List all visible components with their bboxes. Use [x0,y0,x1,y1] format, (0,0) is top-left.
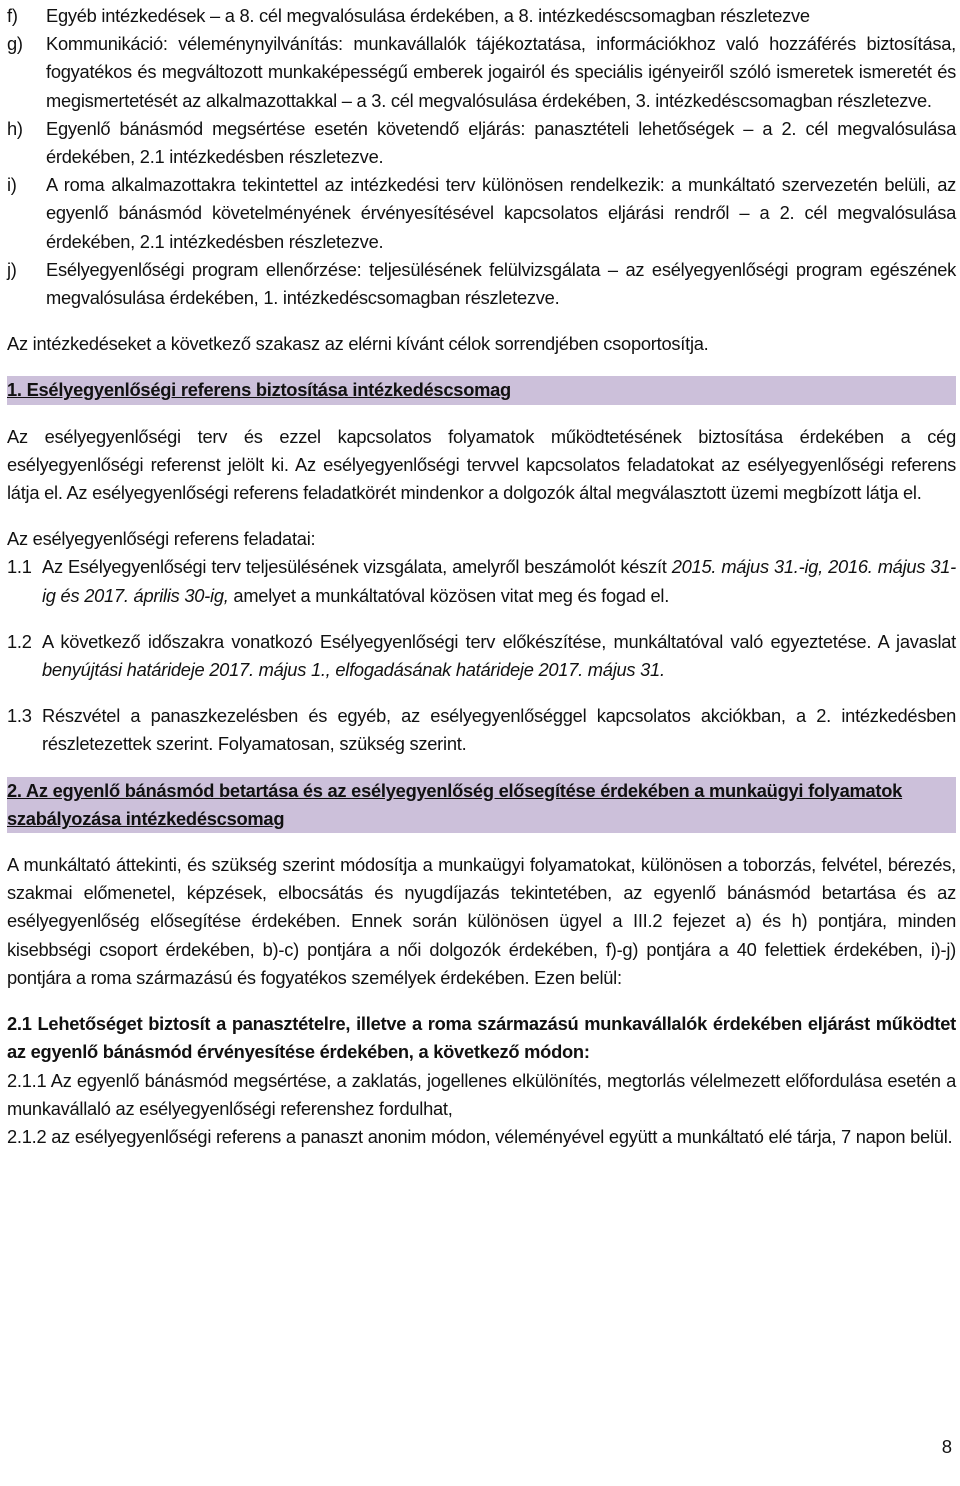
list-item-text: Esélyegyenlőségi program ellenőrzése: teljesülésének felülvizsgálata – az esélyegyenlőségi program egészének megvalósulása érdekében, 1. intézkedéscsomagban részletezve. [46,258,956,309]
task-number: 1.2 [7,630,32,652]
list-item-text: Kommunikáció: véleménynyilvánítás: munkavállalók tájékoztatása, információkhoz való hozzáférés biztosítása, fogyatékos és megváltozott munkaképességű emberek jogairól és speciális igényeiről szóló ismeretek ismeretét és megismertetését az alkalmazottakkal – a 3. cél megvalósulása érdekében, 3. intézkedéscsomagban részletezve. [46,33,956,111]
task-text-end: amelyet a munkáltatóval közösen vitat meg és fogad el. [228,584,670,606]
list-item-f [7,2,956,30]
list-marker: h) [7,117,23,139]
list-item-text: A roma alkalmazottakra tekintettel az intézkedési terv különösen rendelkezik: a munkáltató szervezetén belüli, az egyenlő bánásmód követelményének érvényesítésével kapcsolatos eljárási rendről – a 2. cél megvalósulása érdekében, 2.1 intézkedésben részletezve. [46,174,956,252]
task-deadlines: 2015. május 31.-ig, 2016. május 31-ig és 2017. április 30-ig, [42,556,956,606]
section-2-paragraph: A munkáltató áttekinti, és szükség szerint módosítja a munkaügyi folyamatokat, különösen a toborzás, felvétel, bérezés, szakmai előmenetel, képzések, elbocsátás és nyugdíjazás tekintetében, az egyenlő bánásmód betartása és az esélyegyenlőség elősegítése érdekében. Ennek során különösen ügyel a III.2 fejezet a) és h) pontjára, minden kisebbségi csoport érdekében, b)-c) pontjára a női dolgozók érdekében, f)-g) pontjára a 40 felettiek érdekében, i)-j) pontjára a roma származású és fogyatékos személyek érdekében. Ezen belül: [7,854,956,988]
document-page [7,2,956,1151]
section-1-paragraph: Az esélyegyenlőségi terv és ezzel kapcsolatos folyamatok működtetésének biztosítása érdekében a cég esélyegyenlőségi referenst jelölt ki. Az esélyegyenlőségi tervvel kapcsolatos feladatokat az esélyegyenlőségi referens látja el. Az esélyegyenlőségi referens feladatkörét mindenkor a dolgozók által megválasztott üzemi megbízott látja el. [7,425,956,504]
list-item-h [7,115,956,171]
list-marker: i) [7,174,17,196]
list-marker: j) [7,258,17,280]
paragraph-2-1-1: 2.1.1 Az egyenlő bánásmód megsértése, a zaklatás, jogellenes elkülönítés, megtorlás vélelmezett előfordulása esetén a munkavállaló az esélyegyenlőségi referenshez fordulhat, [7,1069,956,1119]
task-item-1-3 [7,702,956,758]
intro-sentence: Az intézkedéseket a következő szakasz az elérni kívánt célok sorrendjében csoportosítja. [7,333,709,355]
task-text: A következő időszakra vonatkozó Esélyegyenlőségi terv előkészítése, munkáltatóval való egyeztetése. A javaslat [42,630,956,652]
subsection-2-1-heading: 2.1 Lehetőséget biztosít a panasztételre, illetve a roma származású munkavállalók érdekében eljárást működtet az egyenlő bánásmód érvényesítése érdekében, a következő módon: [7,1013,956,1063]
page-number: 8 [941,1436,952,1457]
list-item-j [7,256,956,312]
section-2-heading: 2. Az egyenlő bánásmód betartása és az esélyegyenlőség elősegítése érdekében a munkaügyi folyamatok szabályozása intézkedéscsomag [7,777,956,833]
list-item-i [7,171,956,256]
task-item-1-2 [7,628,956,684]
list-marker: f) [7,5,18,26]
task-text: Részvétel a panaszkezelésben és egyéb, az esélyegyenlőséggel kapcsolatos akciókban, a 2. intézkedésben részletezettek szerint. Folyamatosan, szükség szerint. [42,705,956,755]
task-text: Az Esélyegyenlőségi terv teljesülésének vizsgálata, amelyről beszámolót készít [42,556,672,578]
section-1-heading: 1. Esélyegyenlőségi referens biztosítása intézkedéscsomag [7,376,956,404]
task-item-1-1 [7,553,956,609]
list-marker: g) [7,33,23,55]
paragraph-2-1-2: 2.1.2 az esélyegyenlőségi referens a panaszt anonim módon, véleményével együtt a munkáltató elé tárja, 7 napon belül. [7,1125,953,1147]
task-number: 1.1 [7,556,32,578]
tasks-label: Az esélyegyenlőségi referens feladatai: [7,528,316,550]
list-item-text: Egyéb intézkedések – a 8. cél megvalósulása érdekében, a 8. intézkedéscsomagban részletezve [46,5,810,26]
task-number: 1.3 [7,705,32,727]
task-deadlines: benyújtási határideje 2017. május 1., elfogadásának határideje 2017. május 31. [42,659,665,681]
list-item-g [7,30,956,115]
list-item-text: Egyenlő bánásmód megsértése esetén követendő eljárás: panasztételi lehetőségek – a 2. cél megvalósulása érdekében, 2.1 intézkedésben részletezve. [46,117,956,168]
